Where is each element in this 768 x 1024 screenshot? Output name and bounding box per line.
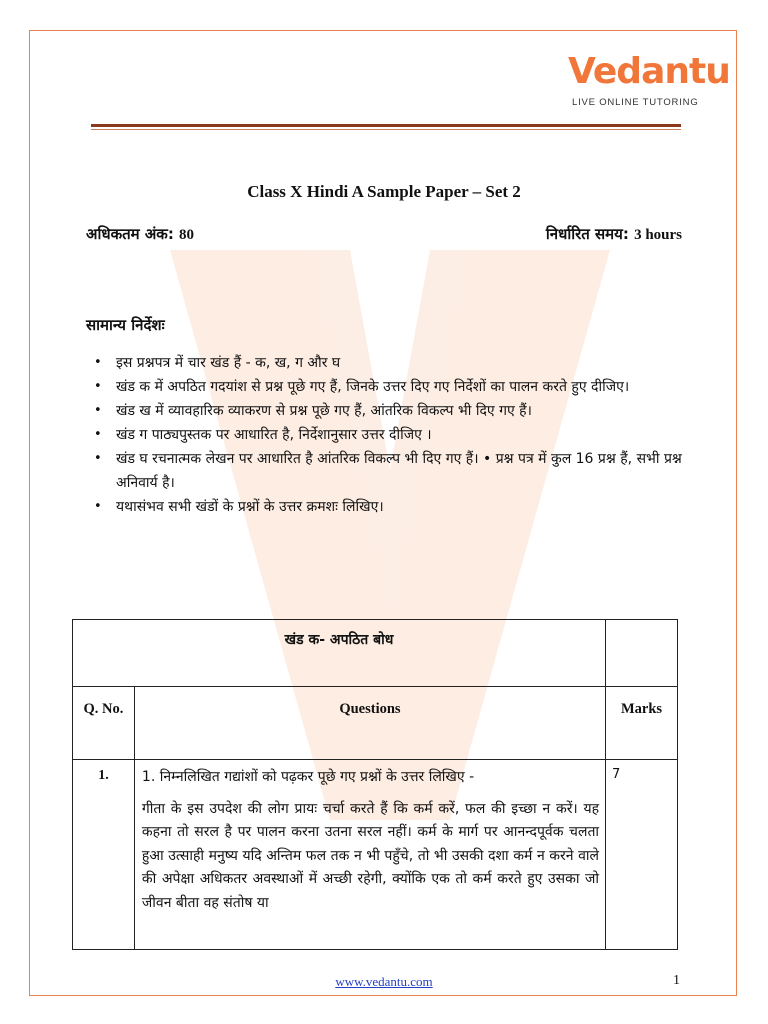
header-marks: Marks [606, 687, 678, 760]
time-value: 3 hours [634, 227, 682, 243]
instruction-item: • खंड घ रचनात्मक लेखन पर आधारित है आंतरिक विकल्प भी दिए गए हैं। • प्रश्न पत्र में कुल 16 प्रश्न हैं, सभी प्रश्न अनिवार्य है। [94, 447, 694, 495]
section-title: खंड क- अपठित बोध [73, 620, 606, 687]
header-questions: Questions [134, 687, 605, 760]
header-qno: Q. No. [73, 687, 135, 760]
max-marks-value: 80 [179, 227, 195, 243]
question-marks: 7 [606, 760, 678, 950]
page-number: 1 [673, 973, 680, 988]
section-row [73, 620, 678, 687]
instructions-heading: सामान्य निर्देशः [86, 316, 165, 334]
max-marks-label: अधिकतम अंक: [86, 225, 174, 243]
instruction-item: • इस प्रश्नपत्र में चार खंड हैं - क, ख, ग और घ [94, 351, 694, 375]
question-number: 1. [73, 760, 135, 950]
table-row [73, 760, 678, 950]
section-marks-cell [606, 620, 678, 687]
logo-tagline: LIVE ONLINE TUTORING [572, 97, 699, 108]
header-rule [91, 124, 681, 127]
max-marks [86, 224, 194, 244]
table-header-row [73, 687, 678, 760]
time-allowed [546, 224, 682, 244]
time-label: निर्धारित समय: [545, 225, 629, 243]
header-rule-thin [91, 129, 681, 130]
instruction-item: • खंड ख में व्यावहारिक व्याकरण से प्रश्न पूछे गए हैं, आंतरिक विकल्प भी दिए गए हैं। [94, 399, 694, 423]
vedantu-logo [568, 50, 730, 116]
instruction-item: • यथासंभव सभी खंडों के प्रश्नों के उत्तर क्रमशः लिखिए। [94, 495, 694, 519]
questions-table [72, 619, 678, 950]
footer-website-link[interactable]: www.vedantu.com [335, 974, 433, 989]
instructions-list [94, 351, 694, 519]
instruction-item: • खंड ग पाठ्यपुस्तक पर आधारित है, निर्देशानुसार उत्तर दीजिए । [94, 423, 694, 447]
document-title: Class X Hindi A Sample Paper – Set 2 [247, 182, 521, 201]
question-passage: गीता के इस उपदेश की लोग प्रायः चर्चा करते हैं कि कर्म करें, फल की इच्छा न करें। यह कहना तो सरल है पर पालन करना उतना सरल नहीं। कर्म के मार्ग पर आनन्दपूर्वक चलता हुआ उत्साही मनुष्य यदि अन्तिम फल तक न भी पहुँचे, तो भी उसकी दशा कर्म न करने वाले की अपेक्षा अधिकतर अवस्थाओं में अच्छी रहेगी, क्योंकि एक तो कर्म करते हुए उसका जो जीवन बीता वह संतोष या [141, 800, 600, 911]
logo-text: Vedantu [568, 51, 730, 92]
question-body [134, 760, 605, 950]
instruction-item: • खंड क में अपठित गदयांश से प्रश्न पूछे गए हैं, जिनके उत्तर दिए गए निर्देशों का पालन करते हुए दीजिए। [94, 375, 694, 399]
question-lead: 1. निम्नलिखित गद्यांशों को पढ़कर पूछे गए प्रश्नों के उत्तर लिखिए - [141, 769, 475, 785]
